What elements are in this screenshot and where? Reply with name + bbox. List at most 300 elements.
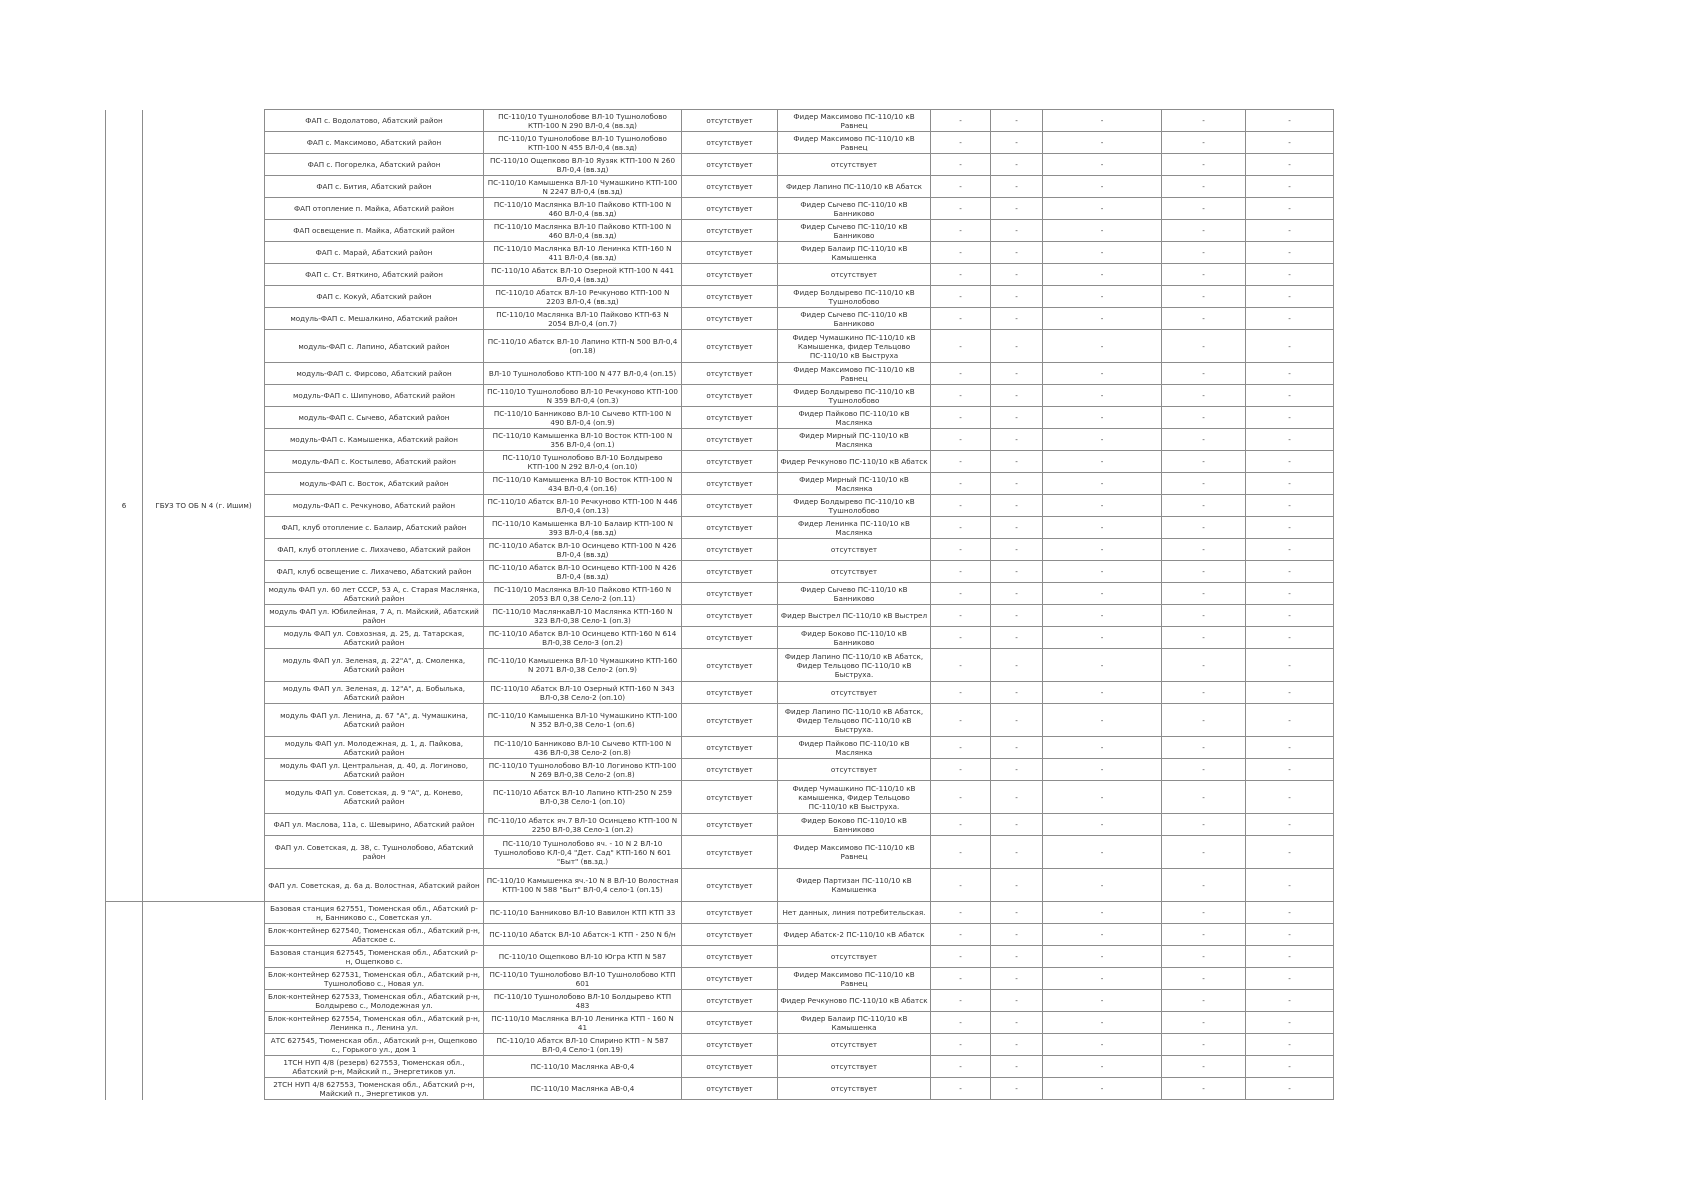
dash-cell: - <box>931 242 991 264</box>
dash-cell: - <box>991 176 1043 198</box>
supply-source-cell: ПС-110/10 Маслянка ВЛ-10 Пайково КТП-100 N 460 ВЛ-0,4 (вв.зд) <box>484 220 682 242</box>
reserve-source-cell: отсутствует <box>682 264 778 286</box>
dash-cell: - <box>991 704 1043 737</box>
dash-cell: - <box>991 517 1043 539</box>
supply-source-cell: ПС-110/10 Ощепково ВЛ-10 Югра КТП N 587 <box>484 946 682 968</box>
reserve-source-cell: отсутствует <box>682 517 778 539</box>
reserve-source-cell: отсутствует <box>682 110 778 132</box>
feeder-cell: Фидер Лапино ПС-110/10 кВ Абатск, Фидер Тельцово ПС-110/10 кВ Быструха. <box>778 649 931 682</box>
dash-cell: - <box>1162 627 1246 649</box>
dash-cell: - <box>1162 836 1246 869</box>
dash-cell: - <box>931 583 991 605</box>
dash-cell: - <box>1162 682 1246 704</box>
feeder-cell: Фидер Абатск-2 ПС-110/10 кВ Абатск <box>778 924 931 946</box>
feeder-cell: отсутствует <box>778 561 931 583</box>
dash-cell: - <box>1043 198 1162 220</box>
dash-cell: - <box>931 176 991 198</box>
dash-cell: - <box>931 308 991 330</box>
group-org-cell: ГБУЗ ТО ОБ N 4 (г. Ишим) <box>143 110 265 902</box>
dash-cell: - <box>1246 176 1334 198</box>
supply-source-cell: ПС-110/10 Тушнолобове ВЛ-10 Тушнолобово КТП-100 N 455 ВЛ-0,4 (вв.зд) <box>484 132 682 154</box>
dash-cell: - <box>1246 1078 1334 1100</box>
dash-cell: - <box>1246 517 1334 539</box>
table-row <box>106 1078 1334 1100</box>
feeder-cell: отсутствует <box>778 1078 931 1100</box>
dash-cell: - <box>931 264 991 286</box>
dash-cell: - <box>931 110 991 132</box>
dash-cell: - <box>1162 308 1246 330</box>
dash-cell: - <box>931 198 991 220</box>
dash-cell: - <box>1246 836 1334 869</box>
dash-cell: - <box>1043 1012 1162 1034</box>
dash-cell: - <box>1162 242 1246 264</box>
table-row <box>106 473 1334 495</box>
dash-cell: - <box>1162 869 1246 902</box>
reserve-source-cell: отсутствует <box>682 429 778 451</box>
dash-cell: - <box>931 1078 991 1100</box>
dash-cell: - <box>1043 363 1162 385</box>
supply-source-cell: ВЛ-10 Тушнолобово КТП-100 N 477 ВЛ-0,4 (оп.15) <box>484 363 682 385</box>
dash-cell: - <box>1246 451 1334 473</box>
reserve-source-cell: отсутствует <box>682 814 778 836</box>
dash-cell: - <box>931 154 991 176</box>
reserve-source-cell: отсутствует <box>682 682 778 704</box>
object-name-cell: модуль ФАП ул. Центральная, д. 40, д. Логиново, Абатский район <box>265 759 484 781</box>
table-row <box>106 968 1334 990</box>
dash-cell: - <box>991 924 1043 946</box>
table-body <box>106 110 1334 1100</box>
table-row <box>106 605 1334 627</box>
reserve-source-cell: отсутствует <box>682 583 778 605</box>
feeder-cell: Фидер Максимово ПС-110/10 кВ Равнец <box>778 110 931 132</box>
dash-cell: - <box>1246 473 1334 495</box>
feeder-cell: отсутствует <box>778 759 931 781</box>
supply-source-cell: ПС-110/10 Абатск яч.7 ВЛ-10 Осинцево КТП-100 N 2250 ВЛ-0,38 Село-1 (оп.2) <box>484 814 682 836</box>
dash-cell: - <box>1043 220 1162 242</box>
dash-cell: - <box>991 110 1043 132</box>
dash-cell: - <box>991 330 1043 363</box>
dash-cell: - <box>1043 242 1162 264</box>
dash-cell: - <box>1162 968 1246 990</box>
table-row <box>106 539 1334 561</box>
dash-cell: - <box>1043 473 1162 495</box>
feeder-cell: Фидер Балаир ПС-110/10 кВ Камышенка <box>778 242 931 264</box>
dash-cell: - <box>991 385 1043 407</box>
dash-cell: - <box>991 1034 1043 1056</box>
dash-cell: - <box>1162 330 1246 363</box>
dash-cell: - <box>1043 990 1162 1012</box>
dash-cell: - <box>1162 814 1246 836</box>
dash-cell: - <box>931 737 991 759</box>
dash-cell: - <box>1246 539 1334 561</box>
supply-source-cell: ПС-110/10 Абатск ВЛ-10 Речкуново КТП-100 N 446 ВЛ-0,4 (оп.13) <box>484 495 682 517</box>
table-row <box>106 264 1334 286</box>
dash-cell: - <box>1043 539 1162 561</box>
dash-cell: - <box>1043 1034 1162 1056</box>
group-number-cell: 6 <box>106 110 143 902</box>
table-row <box>106 869 1334 902</box>
feeder-cell: Фидер Чумашкино ПС-110/10 кВ Камышенка, фидер Тельцово ПС-110/10 кВ Быструха <box>778 330 931 363</box>
dash-cell: - <box>1162 198 1246 220</box>
dash-cell: - <box>1162 451 1246 473</box>
table-row <box>106 682 1334 704</box>
dash-cell: - <box>1043 781 1162 814</box>
table-row <box>106 495 1334 517</box>
object-name-cell: Блок-контейнер 627533, Тюменская обл., Абатский р-н, Болдырево с., Молодежная ул. <box>265 990 484 1012</box>
dash-cell: - <box>991 869 1043 902</box>
feeder-cell: Фидер Боково ПС-110/10 кВ Банниково <box>778 627 931 649</box>
supply-source-cell: ПС-110/10 Абатск ВЛ-10 Лапино КТП-250 N 259 ВЛ-0,38 Село-1 (оп.10) <box>484 781 682 814</box>
dash-cell: - <box>1246 330 1334 363</box>
dash-cell: - <box>1043 583 1162 605</box>
supply-source-cell: ПС-110/10 Маслянка АВ-0,4 <box>484 1056 682 1078</box>
object-name-cell: модуль ФАП ул. Ленина, д. 67 "А", д. Чумашкина, Абатский район <box>265 704 484 737</box>
dash-cell: - <box>1043 330 1162 363</box>
supply-source-cell: ПС-110/10 Абатск ВЛ-10 Осинцево КТП-100 N 426 ВЛ-0,4 (вв.зд) <box>484 561 682 583</box>
supply-source-cell: ПС-110/10 Абатск ВЛ-10 Абатск-1 КТП - 250 N б/н <box>484 924 682 946</box>
object-name-cell: ФАП, клуб освещение с. Лихачево, Абатский район <box>265 561 484 583</box>
table-row <box>106 132 1334 154</box>
object-name-cell: Блок-контейнер 627540, Тюменская обл., Абатский р-н, Абатское с. <box>265 924 484 946</box>
supply-source-cell: ПС-110/10 Камышенка ВЛ-10 Восток КТП-100 N 356 ВЛ-0,4 (оп.1) <box>484 429 682 451</box>
feeder-cell: отсутствует <box>778 264 931 286</box>
reserve-source-cell: отсутствует <box>682 737 778 759</box>
dash-cell: - <box>1043 407 1162 429</box>
dash-cell: - <box>991 605 1043 627</box>
table-row <box>106 1012 1334 1034</box>
dash-cell: - <box>991 539 1043 561</box>
dash-cell: - <box>1246 495 1334 517</box>
supply-source-cell: ПС-110/10 Абатск ВЛ-10 Лапино КТП-N 500 ВЛ-0,4 (оп.18) <box>484 330 682 363</box>
dash-cell: - <box>1162 539 1246 561</box>
dash-cell: - <box>991 946 1043 968</box>
dash-cell: - <box>991 1012 1043 1034</box>
supply-source-cell: ПС-110/10 Камышенка ВЛ-10 Чумашкино КТП-100 N 352 ВЛ-0,38 Село-1 (оп.6) <box>484 704 682 737</box>
dash-cell: - <box>1246 605 1334 627</box>
table-row <box>106 154 1334 176</box>
dash-cell: - <box>1043 132 1162 154</box>
object-name-cell: Блок-контейнер 627531, Тюменская обл., Абатский р-н, Тушнолобово с., Новая ул. <box>265 968 484 990</box>
dash-cell: - <box>1043 385 1162 407</box>
object-name-cell: Блок-контейнер 627554, Тюменская обл., Абатский р-н, Ленинка п., Ленина ул. <box>265 1012 484 1034</box>
supply-source-cell: ПС-110/10 Банниково ВЛ-10 Сычево КТП-100 N 436 ВЛ-0,38 Село-2 (оп.8) <box>484 737 682 759</box>
dash-cell: - <box>931 836 991 869</box>
reserve-source-cell: отсутствует <box>682 198 778 220</box>
table-row <box>106 176 1334 198</box>
dash-cell: - <box>931 451 991 473</box>
dash-cell: - <box>1043 286 1162 308</box>
supply-source-cell: ПС-110/10 Банниково ВЛ-10 Сычево КТП-100 N 490 ВЛ-0,4 (оп.9) <box>484 407 682 429</box>
dash-cell: - <box>1246 869 1334 902</box>
dash-cell: - <box>1162 1012 1246 1034</box>
dash-cell: - <box>931 429 991 451</box>
dash-cell: - <box>931 759 991 781</box>
table-row <box>106 990 1334 1012</box>
dash-cell: - <box>1162 176 1246 198</box>
dash-cell: - <box>1043 704 1162 737</box>
dash-cell: - <box>1162 220 1246 242</box>
object-name-cell: ФАП с. Погорелка, Абатский район <box>265 154 484 176</box>
dash-cell: - <box>1246 704 1334 737</box>
dash-cell: - <box>1246 781 1334 814</box>
dash-cell: - <box>1246 946 1334 968</box>
dash-cell: - <box>1162 924 1246 946</box>
feeder-cell: Нет данных, линия потребительская. <box>778 902 931 924</box>
dash-cell: - <box>1043 517 1162 539</box>
dash-cell: - <box>1246 1034 1334 1056</box>
object-name-cell: модуль-ФАП с. Шипуново, Абатский район <box>265 385 484 407</box>
dash-cell: - <box>1043 308 1162 330</box>
object-name-cell: модуль ФАП ул. Советская, д. 9 "А", д. Конево, Абатский район <box>265 781 484 814</box>
supply-source-cell: ПС-110/10 Тушнолобово ВЛ-10 Болдырево КТП-100 N 292 ВЛ-0,4 (оп.10) <box>484 451 682 473</box>
supply-source-cell: ПС-110/10 Камышенка яч.-10 N 8 ВЛ-10 Волостная КТП-100 N 588 "Быт" ВЛ-0,4 село-1 (оп.15) <box>484 869 682 902</box>
object-name-cell: ФАП, клуб отопление с. Лихачево, Абатский район <box>265 539 484 561</box>
supply-source-cell: ПС-110/10 Тушнолобово ВЛ-10 Болдырево КТП 483 <box>484 990 682 1012</box>
dash-cell: - <box>1043 451 1162 473</box>
table-row <box>106 451 1334 473</box>
supply-source-cell: ПС-110/10 Абатск ВЛ-10 Осинцево КТП-100 N 426 ВЛ-0,4 (вв.зд) <box>484 539 682 561</box>
feeder-cell: Фидер Болдырево ПС-110/10 кВ Тушнолобово <box>778 495 931 517</box>
dash-cell: - <box>1246 407 1334 429</box>
dash-cell: - <box>991 649 1043 682</box>
dash-cell: - <box>1043 429 1162 451</box>
dash-cell: - <box>931 924 991 946</box>
reserve-source-cell: отсутствует <box>682 539 778 561</box>
supply-source-cell: ПС-110/10 Абатск ВЛ-10 Спирино КТП - N 587 ВЛ-0,4 Село-1 (оп.19) <box>484 1034 682 1056</box>
dash-cell: - <box>931 407 991 429</box>
dash-cell: - <box>991 495 1043 517</box>
table-row <box>106 704 1334 737</box>
reserve-source-cell: отсутствует <box>682 781 778 814</box>
dash-cell: - <box>991 451 1043 473</box>
feeder-cell: отсутствует <box>778 946 931 968</box>
power-supply-table <box>105 109 1334 1100</box>
feeder-cell: Фидер Максимово ПС-110/10 кВ Равнец <box>778 363 931 385</box>
dash-cell: - <box>991 198 1043 220</box>
dash-cell: - <box>1162 110 1246 132</box>
dash-cell: - <box>991 242 1043 264</box>
reserve-source-cell: отсутствует <box>682 132 778 154</box>
dash-cell: - <box>1162 407 1246 429</box>
supply-source-cell: ПС-110/10 Абатск ВЛ-10 Речкуново КТП-100 N 2203 ВЛ-0,4 (вв.зд) <box>484 286 682 308</box>
feeder-cell: Фидер Партизан ПС-110/10 кВ Камышенка <box>778 869 931 902</box>
object-name-cell: модуль ФАП ул. Юбилейная, 7 А, п. Майский, Абатский район <box>265 605 484 627</box>
feeder-cell: отсутствует <box>778 1056 931 1078</box>
dash-cell: - <box>1246 990 1334 1012</box>
dash-cell: - <box>1246 737 1334 759</box>
reserve-source-cell: отсутствует <box>682 627 778 649</box>
reserve-source-cell: отсутствует <box>682 385 778 407</box>
object-name-cell: АТС 627545, Тюменская обл., Абатский р-н, Ощепково с., Горького ул., дом 1 <box>265 1034 484 1056</box>
reserve-source-cell: отсутствует <box>682 154 778 176</box>
dash-cell: - <box>991 902 1043 924</box>
reserve-source-cell: отсутствует <box>682 330 778 363</box>
dash-cell: - <box>931 682 991 704</box>
group-number-cell-empty <box>106 902 143 1100</box>
reserve-source-cell: отсутствует <box>682 990 778 1012</box>
feeder-cell: Фидер Лапино ПС-110/10 кВ Абатск <box>778 176 931 198</box>
dash-cell: - <box>991 781 1043 814</box>
feeder-cell: Фидер Чумашкино ПС-110/10 кВ камышенка, Фидер Тельцово ПС-110/10 кВ Быструха. <box>778 781 931 814</box>
supply-source-cell: ПС-110/10 Банниково ВЛ-10 Вавилон КТП КТП 33 <box>484 902 682 924</box>
reserve-source-cell: отсутствует <box>682 704 778 737</box>
feeder-cell: Фидер Сычево ПС-110/10 кВ Банниково <box>778 198 931 220</box>
dash-cell: - <box>991 154 1043 176</box>
object-name-cell: модуль-ФАП с. Костылево, Абатский район <box>265 451 484 473</box>
dash-cell: - <box>1162 154 1246 176</box>
feeder-cell: Фидер Максимово ПС-110/10 кВ Равнец <box>778 132 931 154</box>
dash-cell: - <box>931 132 991 154</box>
dash-cell: - <box>1043 495 1162 517</box>
dash-cell: - <box>1162 286 1246 308</box>
dash-cell: - <box>1043 176 1162 198</box>
supply-source-cell: ПС-110/10 Маслянка ВЛ-10 Ленинка КТП-160 N 411 ВЛ-0,4 (вв.зд) <box>484 242 682 264</box>
feeder-cell: Фидер Сычево ПС-110/10 кВ Банниково <box>778 308 931 330</box>
dash-cell: - <box>931 946 991 968</box>
dash-cell: - <box>1043 836 1162 869</box>
reserve-source-cell: отсутствует <box>682 495 778 517</box>
table-row <box>106 561 1334 583</box>
reserve-source-cell: отсутствует <box>682 946 778 968</box>
object-name-cell: модуль-ФАП с. Камышенка, Абатский район <box>265 429 484 451</box>
table-row <box>106 110 1334 132</box>
supply-source-cell: ПС-110/10 Абатск ВЛ-10 Озерный КТП-160 N 343 ВЛ-0,38 Село-2 (оп.10) <box>484 682 682 704</box>
dash-cell: - <box>1162 385 1246 407</box>
object-name-cell: модуль ФАП ул. Зеленая, д. 12"А", д. Бобылька, Абатский район <box>265 682 484 704</box>
feeder-cell: Фидер Мирный ПС-110/10 кВ Маслянка <box>778 429 931 451</box>
feeder-cell: Фидер Мирный ПС-110/10 кВ Маслянка <box>778 473 931 495</box>
feeder-cell: отсутствует <box>778 154 931 176</box>
reserve-source-cell: отсутствует <box>682 451 778 473</box>
object-name-cell: ФАП с. Бития, Абатский район <box>265 176 484 198</box>
dash-cell: - <box>1246 814 1334 836</box>
object-name-cell: ФАП с. Марай, Абатский район <box>265 242 484 264</box>
dash-cell: - <box>1162 1034 1246 1056</box>
table-row <box>106 627 1334 649</box>
table-row <box>106 902 1334 924</box>
dash-cell: - <box>991 990 1043 1012</box>
dash-cell: - <box>931 704 991 737</box>
reserve-source-cell: отсутствует <box>682 836 778 869</box>
supply-source-cell: ПС-110/10 Тушнолобово ВЛ-10 Логиново КТП-100 N 269 ВЛ-0,38 Село-2 (оп.8) <box>484 759 682 781</box>
dash-cell: - <box>1246 385 1334 407</box>
table-row <box>106 583 1334 605</box>
dash-cell: - <box>1043 264 1162 286</box>
feeder-cell: Фидер Балаир ПС-110/10 кВ Камышенка <box>778 1012 931 1034</box>
object-name-cell: ФАП освещение п. Майка, Абатский район <box>265 220 484 242</box>
feeder-cell: Фидер Болдырево ПС-110/10 кВ Тушнолобово <box>778 385 931 407</box>
feeder-cell: Фидер Пайково ПС-110/10 кВ Маслянка <box>778 737 931 759</box>
dash-cell: - <box>1043 154 1162 176</box>
table-row <box>106 407 1334 429</box>
reserve-source-cell: отсутствует <box>682 561 778 583</box>
supply-source-cell: ПС-110/10 МаслянкаВЛ-10 Маслянка КТП-160 N 323 ВЛ-0,38 Село-1 (оп.3) <box>484 605 682 627</box>
table-row <box>106 737 1334 759</box>
reserve-source-cell: отсутствует <box>682 1034 778 1056</box>
dash-cell: - <box>1043 561 1162 583</box>
dash-cell: - <box>1043 902 1162 924</box>
reserve-source-cell: отсутствует <box>682 649 778 682</box>
feeder-cell: Фидер Речкуново ПС-110/10 кВ Абатск <box>778 451 931 473</box>
dash-cell: - <box>1162 946 1246 968</box>
object-name-cell: ФАП, клуб отопление с. Балаир, Абатский район <box>265 517 484 539</box>
object-name-cell: модуль ФАП ул. 60 лет СССР, 53 А, с. Старая Маслянка, Абатский район <box>265 583 484 605</box>
dash-cell: - <box>931 473 991 495</box>
object-name-cell: ФАП ул. Маслова, 11а, с. Шевырино, Абатский район <box>265 814 484 836</box>
dash-cell: - <box>931 605 991 627</box>
supply-source-cell: ПС-110/10 Тушнолобово яч. - 10 N 2 ВЛ-10 Тушнолобово КЛ-0,4 "Дет. Сад" КТП-160 N 601 "Быт" (вв.зд.) <box>484 836 682 869</box>
object-name-cell: модуль-ФАП с. Речкуново, Абатский район <box>265 495 484 517</box>
dash-cell: - <box>1246 649 1334 682</box>
object-name-cell: ФАП с. Водолатово, Абатский район <box>265 110 484 132</box>
dash-cell: - <box>931 781 991 814</box>
dash-cell: - <box>1246 363 1334 385</box>
dash-cell: - <box>1246 968 1334 990</box>
document-table-region <box>105 109 1334 1100</box>
reserve-source-cell: отсутствует <box>682 902 778 924</box>
dash-cell: - <box>931 627 991 649</box>
reserve-source-cell: отсутствует <box>682 308 778 330</box>
dash-cell: - <box>1043 1078 1162 1100</box>
dash-cell: - <box>1162 1056 1246 1078</box>
dash-cell: - <box>931 517 991 539</box>
dash-cell: - <box>1162 649 1246 682</box>
dash-cell: - <box>991 737 1043 759</box>
supply-source-cell: ПС-110/10 Тушнолобове ВЛ-10 Тушнолобово КТП-100 N 290 ВЛ-0,4 (вв.зд) <box>484 110 682 132</box>
supply-source-cell: ПС-110/10 Маслянка ВЛ-10 Пайково КТП-100 N 460 ВЛ-0,4 (вв.зд) <box>484 198 682 220</box>
object-name-cell: модуль-ФАП с. Мешалкино, Абатский район <box>265 308 484 330</box>
feeder-cell: Фидер Речкуново ПС-110/10 кВ Абатск <box>778 990 931 1012</box>
object-name-cell: модуль ФАП ул. Совхозная, д. 25, д. Татарская, Абатский район <box>265 627 484 649</box>
dash-cell: - <box>1043 759 1162 781</box>
dash-cell: - <box>991 682 1043 704</box>
dash-cell: - <box>1043 869 1162 902</box>
table-row <box>106 1056 1334 1078</box>
dash-cell: - <box>991 759 1043 781</box>
group-org-cell-empty <box>143 902 265 1100</box>
reserve-source-cell: отсутствует <box>682 605 778 627</box>
dash-cell: - <box>1246 154 1334 176</box>
dash-cell: - <box>991 363 1043 385</box>
dash-cell: - <box>1246 264 1334 286</box>
object-name-cell: 1ТСН НУП 4/8 (резерв) 627553, Тюменская обл., Абатский р-н, Майский п., Энергетиков ул. <box>265 1056 484 1078</box>
feeder-cell: Фидер Боково ПС-110/10 кВ Банниково <box>778 814 931 836</box>
feeder-cell: отсутствует <box>778 539 931 561</box>
dash-cell: - <box>1043 968 1162 990</box>
dash-cell: - <box>1162 264 1246 286</box>
supply-source-cell: ПС-110/10 Маслянка ВЛ-10 Пайково КТП-63 N 2054 ВЛ-0,4 (оп.7) <box>484 308 682 330</box>
table-row <box>106 220 1334 242</box>
dash-cell: - <box>1043 627 1162 649</box>
object-name-cell: 2ТСН НУП 4/8 627553, Тюменская обл., Абатский р-н, Майский п., Энергетиков ул. <box>265 1078 484 1100</box>
dash-cell: - <box>991 429 1043 451</box>
dash-cell: - <box>931 814 991 836</box>
table-row <box>106 385 1334 407</box>
dash-cell: - <box>1246 242 1334 264</box>
dash-cell: - <box>991 561 1043 583</box>
reserve-source-cell: отсутствует <box>682 286 778 308</box>
supply-source-cell: ПС-110/10 Абатск ВЛ-10 Осинцево КТП-160 N 614 ВЛ-0,38 Село-3 (оп.2) <box>484 627 682 649</box>
supply-source-cell: ПС-110/10 Камышенка ВЛ-10 Восток КТП-100 N 434 ВЛ-0,4 (оп.16) <box>484 473 682 495</box>
dash-cell: - <box>991 132 1043 154</box>
reserve-source-cell: отсутствует <box>682 176 778 198</box>
dash-cell: - <box>1043 946 1162 968</box>
feeder-cell: Фидер Пайково ПС-110/10 кВ Маслянка <box>778 407 931 429</box>
feeder-cell: Фидер Выстрел ПС-110/10 кВ Выстрел <box>778 605 931 627</box>
reserve-source-cell: отсутствует <box>682 759 778 781</box>
dash-cell: - <box>1246 902 1334 924</box>
table-row <box>106 759 1334 781</box>
